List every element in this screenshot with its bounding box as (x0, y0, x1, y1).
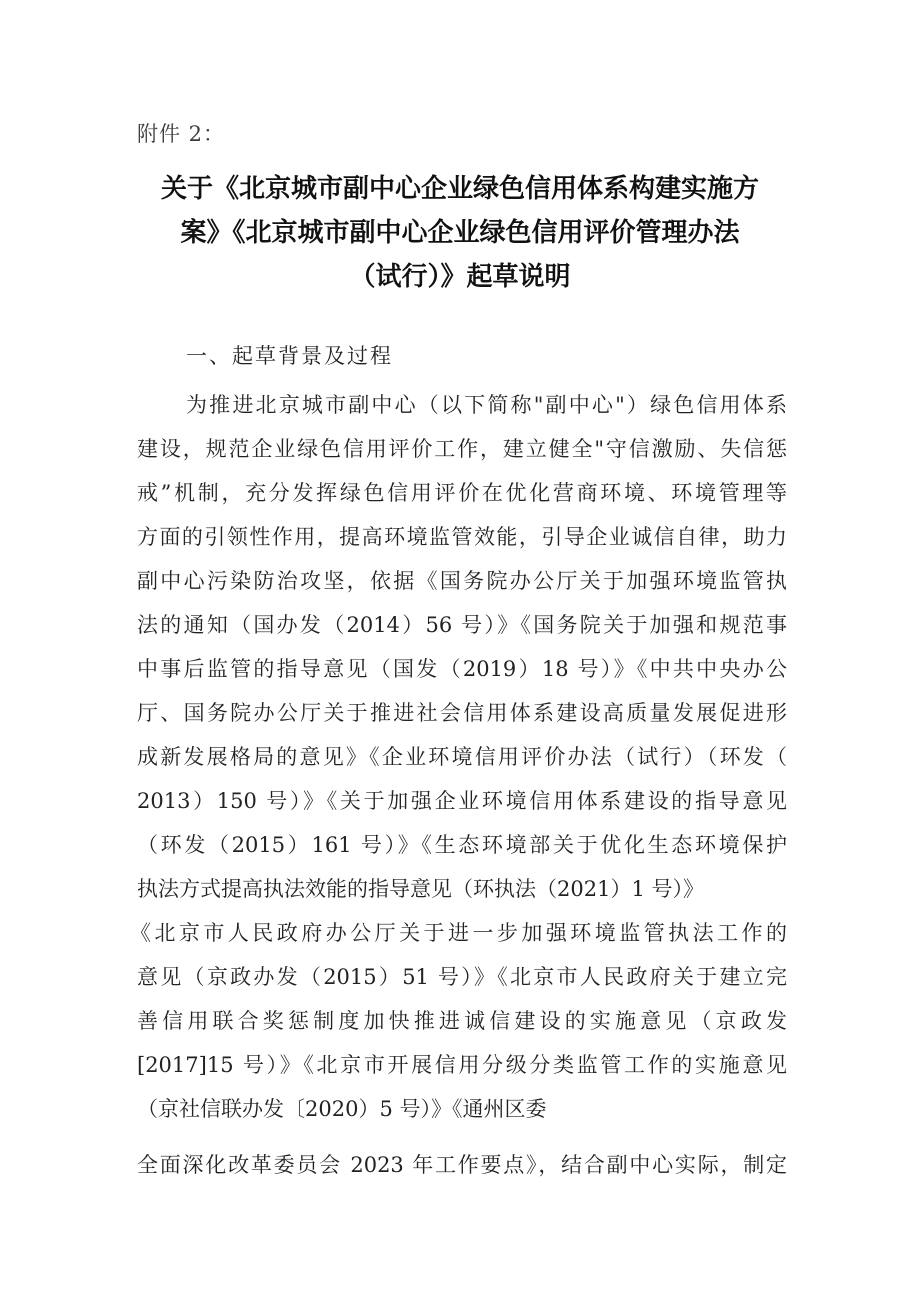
body-line: （环发（2015）161 号）》《生态环境部关于优化生态环境保护 (137, 833, 787, 857)
body-line: 善信用联合奖惩制度加快推进诚信建设的实施意见（京政发 (137, 1009, 787, 1033)
body-line: 为推进北京城市副中心（以下简称"副中心"）绿色信用体系 (186, 393, 787, 417)
document-title-line-3: （试行）》起草说明 (349, 262, 571, 292)
body-line: （京社信联办发〔2020）5 号）》《通州区委 (137, 1097, 547, 1121)
document-title-line-1: 关于《北京城市副中心企业绿色信用体系构建实施方 (160, 174, 759, 204)
body-line: 副中心污染防治攻坚，依据《国务院办公厅关于加强环境监管执 (137, 569, 787, 593)
section-heading: 一、起草背景及过程 (186, 344, 393, 368)
body-line: 全面深化改革委员会 2023 年工作要点》，结合副中心实际，制定 (137, 1153, 787, 1177)
body-line: 中事后监管的指导意见（国发（2019）18 号）》《中共中央办公 (137, 657, 787, 681)
document-title-line-2: 案》《北京城市副中心企业绿色信用评价管理办法 (180, 218, 740, 248)
body-line: 成新发展格局的意见》《企业环境信用评价办法（试行）（环发（ (137, 745, 787, 769)
body-line: 执法方式提高执法效能的指导意见（环执法（2021）1 号）》 (137, 877, 704, 901)
attachment-label: 附件 2： (137, 122, 226, 146)
body-line: [2017]15 号）》《北京市开展信用分级分类监管工作的实施意见 (137, 1053, 787, 1077)
body-line: 2013）150 号）》《关于加强企业环境信用体系建设的指导意见 (137, 789, 787, 813)
body-line: 戒”机制，充分发挥绿色信用评价在优化营商环境、环境管理等 (137, 481, 787, 505)
body-line: 建设，规范企业绿色信用评价工作，建立健全"守信激励、失信惩 (137, 437, 787, 461)
body-line: 意见（京政办发（2015）51 号）》《北京市人民政府关于建立完 (137, 965, 787, 989)
body-line: 法的通知（国办发（2014）56 号）》《国务院关于加强和规范事 (137, 613, 787, 637)
body-line: 《北京市人民政府办公厅关于进一步加强环境监管执法工作的 (130, 921, 787, 945)
body-line: 方面的引领性作用，提高环境监管效能，引导企业诚信自律，助力 (137, 525, 787, 549)
body-line: 厅、国务院办公厅关于推进社会信用体系建设高质量发展促进形 (137, 701, 787, 725)
